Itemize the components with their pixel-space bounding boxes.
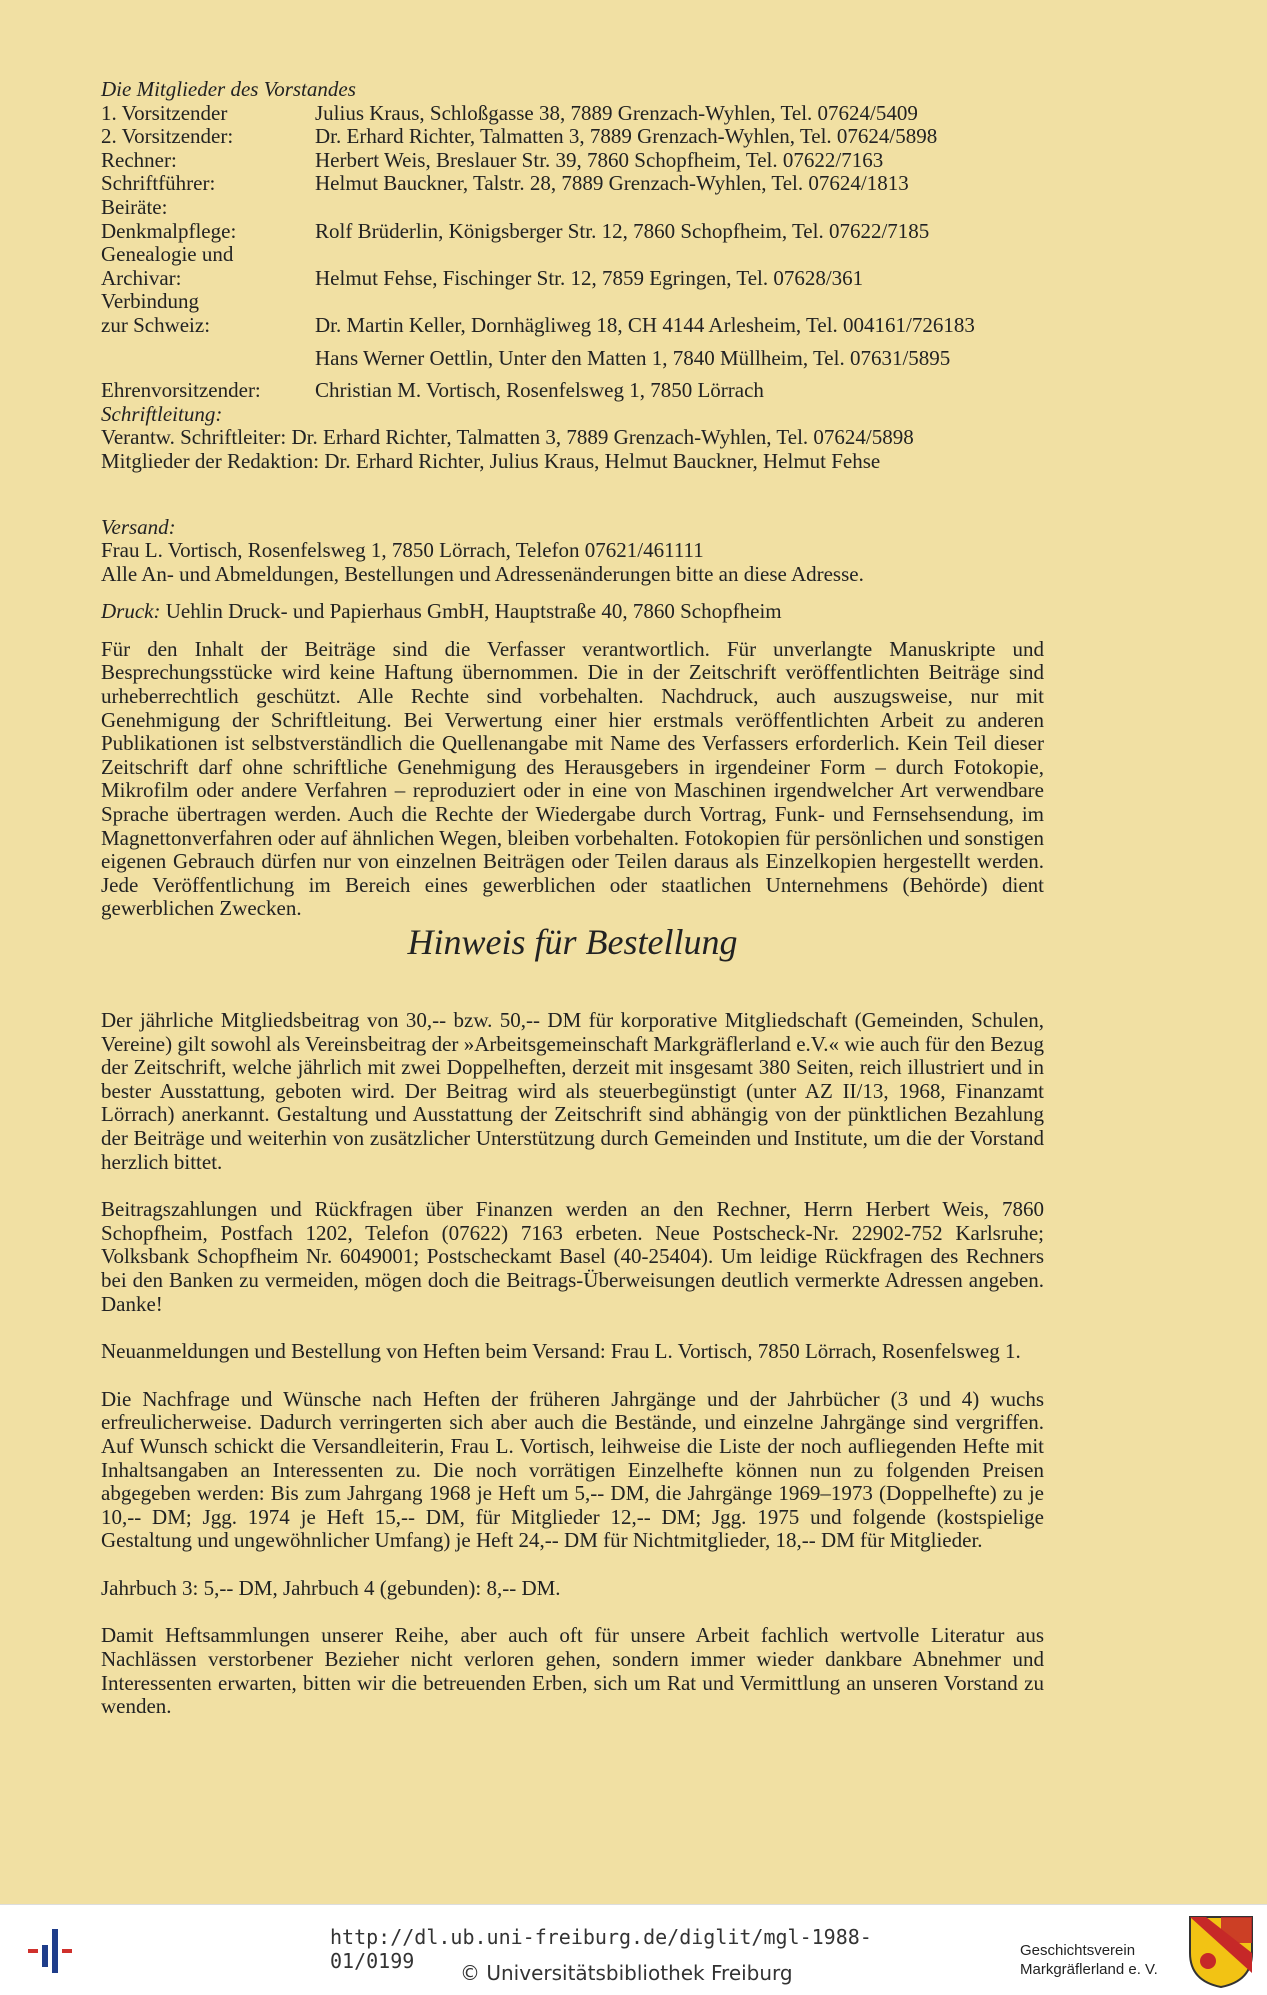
honorary-row: [101, 379, 1044, 403]
board-role: Ehrenvorsitzender:: [101, 378, 261, 403]
board-role: Archivar:: [101, 265, 182, 290]
footer-bar: [0, 1904, 1267, 1995]
editor-line: Verantw. Schriftleiter: Dr. Erhard Richter, Talmatten 3, 7889 Grenzach-Wyhlen, Tel. 07624/5898: [101, 425, 914, 450]
shipping-address: Frau L. Vortisch, Rosenfelsweg 1, 7850 Lörrach, Telefon 07621/461111: [101, 538, 704, 563]
board-heading: Die Mitglieder des Vorstandes: [101, 77, 356, 101]
order-paragraph: Beitragszahlungen und Rückfragen über Finanzen werden an den Rechner, Herrn Herbert Weis, 7860 Schopfheim, Postfach 1202, Telefon (07622) 7163 erbeten. Neue Postscheck-Nr. 22902-752 Karlsruhe; Volksbank Schopfheim Nr. 6049001; Postscheckamt Basel (40-25404). Um leidige Rückfragen des Rechners bei den Banken zu vermeiden, mögen doch die Beitrags-Überweisungen deutlich vermerkte Adressen angeben. Danke!: [101, 1197, 1044, 1316]
board-row: [101, 125, 1044, 149]
ub-freiburg-logo-icon: [28, 1923, 84, 1979]
board-value: Dr. Erhard Richter, Talmatten 3, 7889 Grenzach-Wyhlen, Tel. 07624/5898: [315, 124, 938, 149]
board-value: Julius Kraus, Schloßgasse 38, 7889 Grenzach-Wyhlen, Tel. 07624/5409: [315, 100, 918, 125]
shipping-note: Alle An- und Abmeldungen, Bestellungen und Adressenänderungen bitte an diese Adresse.: [101, 561, 864, 586]
board-role: zur Schweiz:: [101, 312, 211, 337]
board-row: [101, 347, 1044, 371]
shipping-section: [101, 516, 1044, 587]
board-role: Verbindung: [101, 289, 199, 314]
board-role: Rechner:: [101, 147, 177, 172]
board-row: [101, 243, 1044, 267]
board-row: [101, 267, 1044, 291]
board-row: [101, 314, 1044, 338]
board-row: [101, 290, 1044, 314]
board-role: Denkmalpflege:: [101, 218, 237, 243]
board-row: [101, 220, 1044, 244]
order-paragraph: Neuanmeldungen und Bestellung von Heften beim Versand: Frau L. Vortisch, 7850 Lörrach, Rosenfelsweg 1.: [101, 1339, 1021, 1364]
coat-of-arms-icon: [1186, 1913, 1256, 1989]
board-row: [101, 149, 1044, 173]
print-line: [101, 600, 1044, 624]
board-row: [101, 102, 1044, 126]
shipping-heading: Versand:: [101, 514, 176, 539]
page-content: [101, 78, 1044, 1743]
board-value: Dr. Martin Keller, Dornhägliweg 18, CH 4144 Arlesheim, Tel. 004161/726183: [315, 312, 975, 337]
board-value: Herbert Weis, Breslauer Str. 39, 7860 Schopfheim, Tel. 07622/7163: [315, 147, 884, 172]
board-role: Genealogie und: [101, 242, 234, 267]
board-row: [101, 172, 1044, 196]
board-role: 1. Vorsitzender: [101, 100, 228, 125]
board-section: [101, 78, 1044, 474]
board-role: 2. Vorsitzender:: [101, 124, 234, 149]
order-paragraph: Jahrbuch 3: 5,-- DM, Jahrbuch 4 (gebunden): 8,-- DM.: [101, 1575, 561, 1600]
editorial-members-line: Mitglieder der Redaktion: Dr. Erhard Richter, Julius Kraus, Helmut Bauckner, Helmut Fehse: [101, 448, 881, 473]
board-value: Helmut Fehse, Fischinger Str. 12, 7859 Egringen, Tel. 07628/361: [315, 265, 864, 290]
society-line-1: Geschichtsverein: [1020, 1942, 1136, 1959]
print-label: Druck:: [101, 599, 161, 624]
board-role: Beiräte:: [101, 194, 168, 219]
footer-url-link[interactable]: http://dl.ub.uni-freiburg.de/diglit/mgl-1988-01/0199: [330, 1925, 872, 1973]
editorial-heading: Schriftleitung:: [101, 401, 223, 426]
board-value: Christian M. Vortisch, Rosenfelsweg 1, 7850 Lörrach: [315, 378, 764, 403]
board-row: [101, 196, 1044, 220]
order-title: Hinweis für Bestellung: [407, 922, 738, 962]
order-paragraph: Der jährliche Mitgliedsbeitrag von 30,-- bzw. 50,-- DM für korporative Mitgliedschaft (Gemeinden, Schulen, Vereine) gilt sowohl als Vereinsbeitrag der »Arbeitsgemeinschaft Markgräflerland e.V.« wie auch für den Bezug der Zeitschrift, welche jährlich mit zwei Doppelheften, derzeit mit insgesamt 380 Seiten, reich illustriert und in bester Ausstattung, geboten wird. Der Beitrag wird als steuerbegünstigt (unter AZ II/13, 1968, Finanzamt Lörrach) anerkannt. Gestaltung und Ausstattung der Zeitschrift sind abhängig von der pünktlichen Bezahlung der Beiträge und weiterhin von zusätzlicher Unterstützung durch Gemeinden und Institute, um die der Vorstand herzlich bittet.: [101, 1008, 1044, 1174]
board-value: Rolf Brüderlin, Königsberger Str. 12, 7860 Schopfheim, Tel. 07622/7185: [315, 218, 930, 243]
print-text: Uehlin Druck- und Papierhaus GmbH, Hauptstraße 40, 7860 Schopfheim: [160, 599, 782, 624]
society-line-2: Markgräflerland e. V.: [1020, 1961, 1158, 1978]
order-paragraphs: [101, 1009, 1044, 1719]
society-name: [1020, 1941, 1190, 1979]
board-role: [101, 347, 315, 371]
disclaimer-paragraph: Für den Inhalt der Beiträge sind die Verfasser verantwortlich. Für unverlangte Manuskripte und Besprechungsstücke wird keine Haftung übernommen. Die in der Zeitschrift veröffentlichten Beiträge sind urheberrechtlich geschützt. Alle Rechte sind vorbehalten. Nachdruck, auch auszugsweise, nur mit Genehmigung der Schriftleitung. Bei Verwertung einer hier erstmals veröffentlichten Arbeit zu anderen Publikationen ist selbstverständlich die Quellenangabe mit Name des Verfassers erforderlich. Kein Teil dieser Zeitschrift darf ohne schriftliche Genehmigung des Herausgebers in irgendeiner Form – durch Fotokopie, Mikrofilm oder andere Verfahren – reproduziert oder in eine von Maschinen irgendwelcher Art verwendbare Sprache übertragen werden. Auch die Rechte der Wiedergabe durch Vortrag, Funk- und Fernsehsendung, im Magnettonverfahren oder auf ähnlichen Wegen, bleiben vorbehalten. Fotokopien für persönlichen und sonstigen eigenen Gebrauch dürfen nur von einzelnen Beiträgen oder Teilen daraus als Einzelkopien hergestellt werden. Jede Veröffentlichung im Bereich eines gewerblichen oder staatlichen Unternehmens (Behörde) dient gewerblichen Zwecken.: [101, 636, 1044, 921]
board-value: Helmut Bauckner, Talstr. 28, 7889 Grenzach-Wyhlen, Tel. 07624/1813: [315, 171, 909, 196]
board-value: Hans Werner Oettlin, Unter den Matten 1, 7840 Müllheim, Tel. 07631/5895: [315, 345, 951, 370]
board-role: Schriftführer:: [101, 171, 216, 196]
order-paragraph: Die Nachfrage und Wünsche nach Heften der früheren Jahrgänge und der Jahrbücher (3 und 4) wuchs erfreulicherweise. Dadurch verringerten sich aber auch die Bestände, und einzelne Jahrgänge sind vergriffen. Auf Wunsch schickt die Versandleiterin, Frau L. Vortisch, leihweise die Liste der noch aufliegenden Hefte mit Inhaltsangaben an Interessenten zu. Die noch vorrätigen Einzelhefte können nun zu folgenden Preisen abgegeben werden: Bis zum Jahrgang 1968 je Heft um 5,-- DM, die Jahrgänge 1969–1973 (Doppelhefte) zu je 10,-- DM; Jgg. 1974 je Heft 15,-- DM, für Mitglieder 12,-- DM; Jgg. 1975 und folgende (kostspielige Gestaltung und ungewöhnlicher Umfang) je Heft 24,-- DM für Nichtmitglieder, 18,-- DM für Mitglieder.: [101, 1386, 1044, 1553]
order-paragraph: Damit Heftsammlungen unserer Reihe, aber auch oft für unsere Arbeit fachlich wertvolle Literatur aus Nachlässen verstorbener Bezieher nicht verloren gehen, sondern immer wieder dankbare Abnehmer und Interessenten erwarten, bitten wir die betreuenden Erben, sich um Rat und Vermittlung an unseren Vorstand zu wenden.: [101, 1623, 1044, 1719]
footer-copyright: © Universitätsbibliothek Freiburg: [460, 1961, 793, 1985]
